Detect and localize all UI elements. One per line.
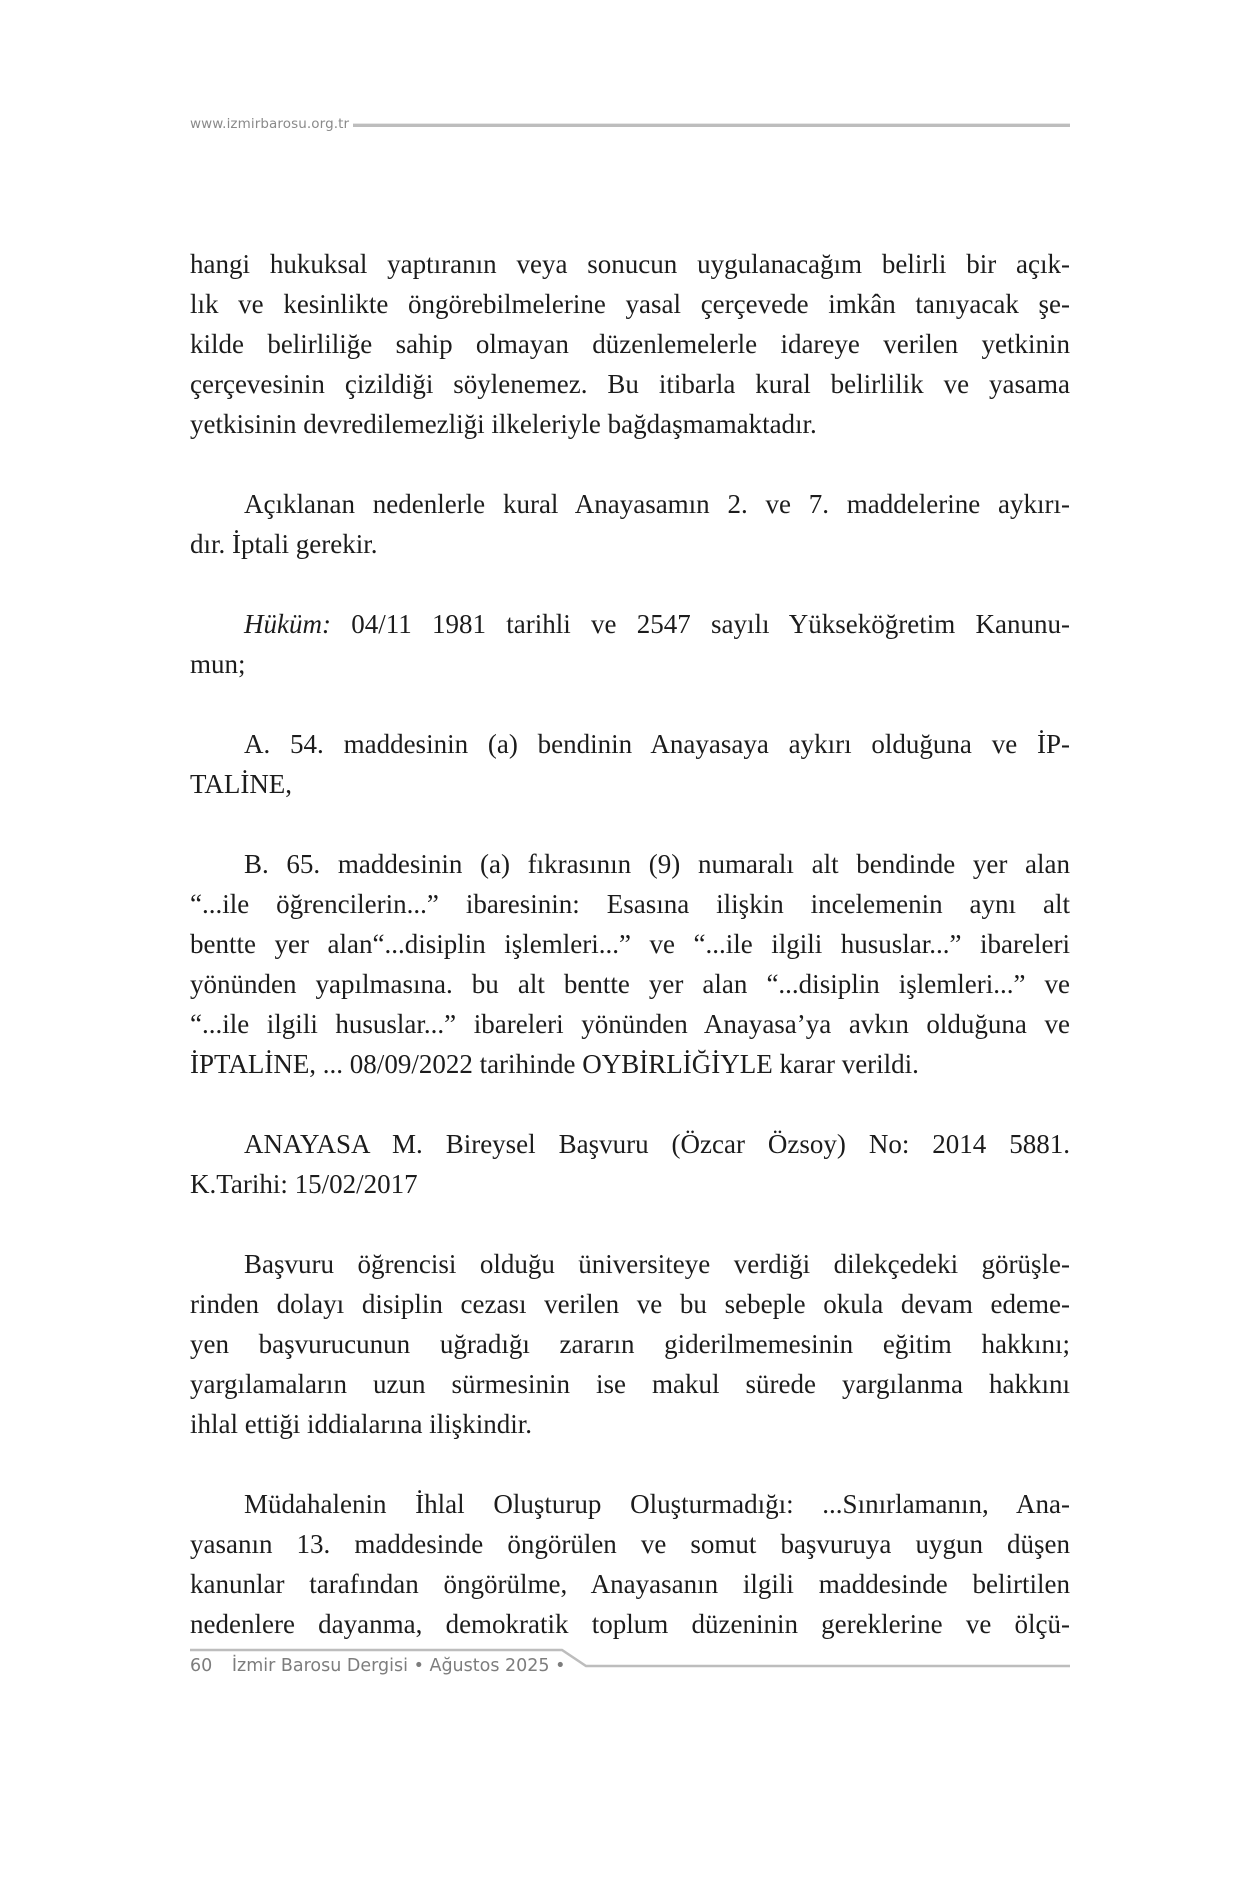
text-line [190, 604, 1070, 644]
paragraph-case-summary [190, 1244, 1070, 1444]
footer-separator: • [555, 1656, 566, 1676]
text-line: kanunlar tarafından öngörülme, Anayasanın ilgili maddesinde belirtilen [190, 1569, 1070, 1599]
page-footer [190, 1642, 1070, 1682]
text-line: Açıklanan nedenlerle kural Anayasamın 2. ve 7. maddelerine aykırı- [244, 489, 1070, 519]
text-line: yetkisinin devredilemezliği ilkeleriyle bağdaşmamaktadır. [190, 409, 817, 439]
text-line: çerçevesinin çizildiği söylenemez. Bu itibarla kural belirlilik ve yasama [190, 369, 1070, 399]
page-header [190, 114, 1070, 134]
text-line: İPTALİNE, ... 08/09/2022 tarihinde OYBİRLİĞİYLE karar verildi. [190, 1049, 919, 1079]
text-line: B. 65. maddesinin (a) fıkrasının (9) numaralı alt bendinde yer alan [244, 849, 1070, 879]
text-line: bentte yer alan“...disiplin işlemleri...” ve “...ile ilgili hususlar...” ibareleri [190, 929, 1070, 959]
text-line: ihlal ettiği iddialarına ilişkindir. [190, 1409, 532, 1439]
text-line: “...ile ilgili hususlar...” ibareleri yönünden Anayasa’ya avkın olduğuna ve [190, 1009, 1070, 1039]
text-line: rinden dolayı disiplin cezası verilen ve bu sebeple okula devam edeme- [190, 1289, 1070, 1319]
text-line: hangi hukuksal yaptıranın veya sonucun uygulanacağım belirli bir açık- [190, 249, 1070, 279]
paragraph-2 [190, 484, 1070, 564]
text-line: ANAYASA M. Bireysel Başvuru (Özcar Özsoy) No: 2014 5881. [244, 1129, 1070, 1159]
article-body [190, 244, 1070, 1644]
text-line: K.Tarihi: 15/02/2017 [190, 1169, 418, 1199]
paragraph-hukum [190, 604, 1070, 684]
hukum-label: Hüküm: [244, 609, 331, 639]
paragraph-case-citation [190, 1124, 1070, 1204]
issue-date: Ağustos 2025 [429, 1656, 550, 1676]
paragraph-1 [190, 244, 1070, 444]
text-line: lık ve kesinlikte öngörebilmelerine yasal çerçevede imkân tanıyacak şe- [190, 289, 1070, 319]
text-line: yasanın 13. maddesinde öngörülen ve somut başvuruya uygun düşen [190, 1529, 1070, 1559]
text-line: A. 54. maddesinin (a) bendinin Anayasaya aykırı olduğuna ve İP- [244, 729, 1070, 759]
text-line: yen başvurucunun uğradığı zararın giderilmemesinin eğitim hakkını; [190, 1329, 1070, 1359]
publication-name: İzmir Barosu Dergisi [231, 1656, 408, 1676]
text-line: yargılamaların uzun sürmesinin ise makul sürede yargılanma hakkını [190, 1369, 1070, 1399]
text-line: “...ile öğrencilerin...” ibaresinin: Esasına ilişkin incelemenin aynı alt [190, 889, 1070, 919]
text-line: Müdahalenin İhlal Oluşturup Oluşturmadığı: ...Sınırlamanın, Ana- [244, 1489, 1070, 1519]
text-line: nedenlere dayanma, demokratik toplum düzeninin gereklerine ve ölçü- [190, 1609, 1070, 1639]
text-line: mun; [190, 649, 246, 679]
header-url: www.izmirbarosu.org.tr [190, 116, 350, 132]
footer-text [190, 1656, 565, 1676]
page-number: 60 [190, 1656, 213, 1676]
paragraph-item-a [190, 724, 1070, 804]
text-line: Başvuru öğrencisi olduğu üniversiteye verdiği dilekçedeki görüşle- [244, 1249, 1070, 1279]
text-line: kilde belirliliğe sahip olmayan düzenlemelerle idareye verilen yetkinin [190, 329, 1070, 359]
paragraph-assessment [190, 1484, 1070, 1644]
text-line: TALİNE, [190, 769, 293, 799]
header-rule [353, 123, 1070, 127]
hukum-text: 04/11 1981 tarihli ve 2547 sayılı Yükseköğretim Kanunu- [330, 609, 1070, 639]
footer-separator: • [413, 1656, 424, 1676]
paragraph-item-b [190, 844, 1070, 1084]
text-line: yönünden yapılmasına. bu alt bentte yer alan “...disiplin işlemleri...” ve [190, 969, 1070, 999]
text-line: dır. İptali gerekir. [190, 529, 378, 559]
